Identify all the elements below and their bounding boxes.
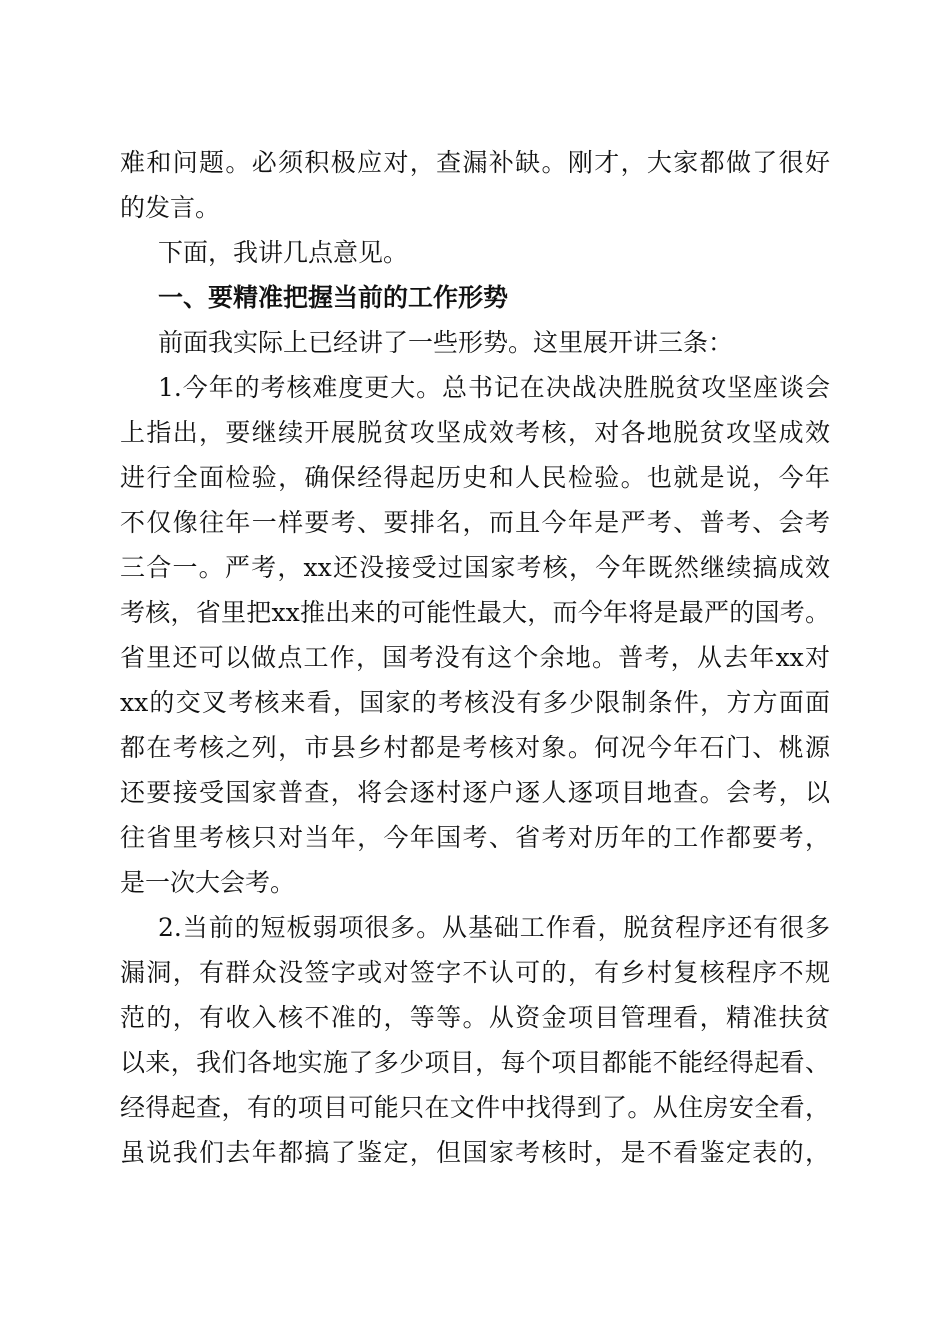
paragraph-line: 考核，省里把xx推出来的可能性最大，而今年将是最严的国考。 <box>120 598 830 627</box>
paragraph-line: 进行全面检验，确保经得起历史和人民检验。也就是说，今年 <box>120 463 830 492</box>
paragraph-line: 往省里考核只对当年，今年国考、省考对历年的工作都要考， <box>120 823 830 852</box>
paragraph-line: 省里还可以做点工作，国考没有这个余地。普考，从去年xx对 <box>120 643 830 672</box>
paragraph-line: 1.今年的考核难度更大。总书记在决战决胜脱贫攻坚座谈会 <box>158 373 830 402</box>
paragraph-line: xx的交叉考核来看，国家的考核没有多少限制条件，方方面面 <box>120 688 830 717</box>
paragraph-line: 的发言。 <box>120 193 221 222</box>
paragraph-line: 范的，有收入核不准的，等等。从资金项目管理看，精准扶贫 <box>120 1003 830 1032</box>
paragraph-line: 漏洞，有群众没签字或对签字不认可的，有乡村复核程序不规 <box>120 958 830 987</box>
paragraph-line: 以来，我们各地实施了多少项目，每个项目都能不能经得起看、 <box>120 1048 830 1077</box>
section-heading: 一、要精准把握当前的工作形势 <box>158 283 509 312</box>
paragraph-line: 还要接受国家普查，将会逐村逐户逐人逐项目地查。会考，以 <box>120 778 830 807</box>
paragraph-line: 不仅像往年一样要考、要排名，而且今年是严考、普考、会考 <box>120 508 830 537</box>
paragraph-line: 三合一。严考，xx还没接受过国家考核，今年既然继续搞成效 <box>120 553 830 582</box>
paragraph-line: 难和问题。必须积极应对，查漏补缺。刚才，大家都做了很好 <box>120 148 830 177</box>
paragraph-line: 2.当前的短板弱项很多。从基础工作看，脱贫程序还有很多 <box>158 913 830 942</box>
paragraph-line: 下面，我讲几点意见。 <box>158 238 409 267</box>
paragraph-line: 上指出，要继续开展脱贫攻坚成效考核，对各地脱贫攻坚成效 <box>120 418 830 447</box>
paragraph-line: 都在考核之列，市县乡村都是考核对象。何况今年石门、桃源 <box>120 733 830 762</box>
paragraph-line: 前面我实际上已经讲了一些形势。这里展开讲三条： <box>158 328 734 357</box>
paragraph-line: 虽说我们去年都搞了鉴定，但国家考核时，是不看鉴定表的， <box>120 1138 830 1167</box>
paragraph-line: 是一次大会考。 <box>120 868 296 897</box>
paragraph-line: 经得起查，有的项目可能只在文件中找得到了。从住房安全看， <box>120 1093 830 1122</box>
